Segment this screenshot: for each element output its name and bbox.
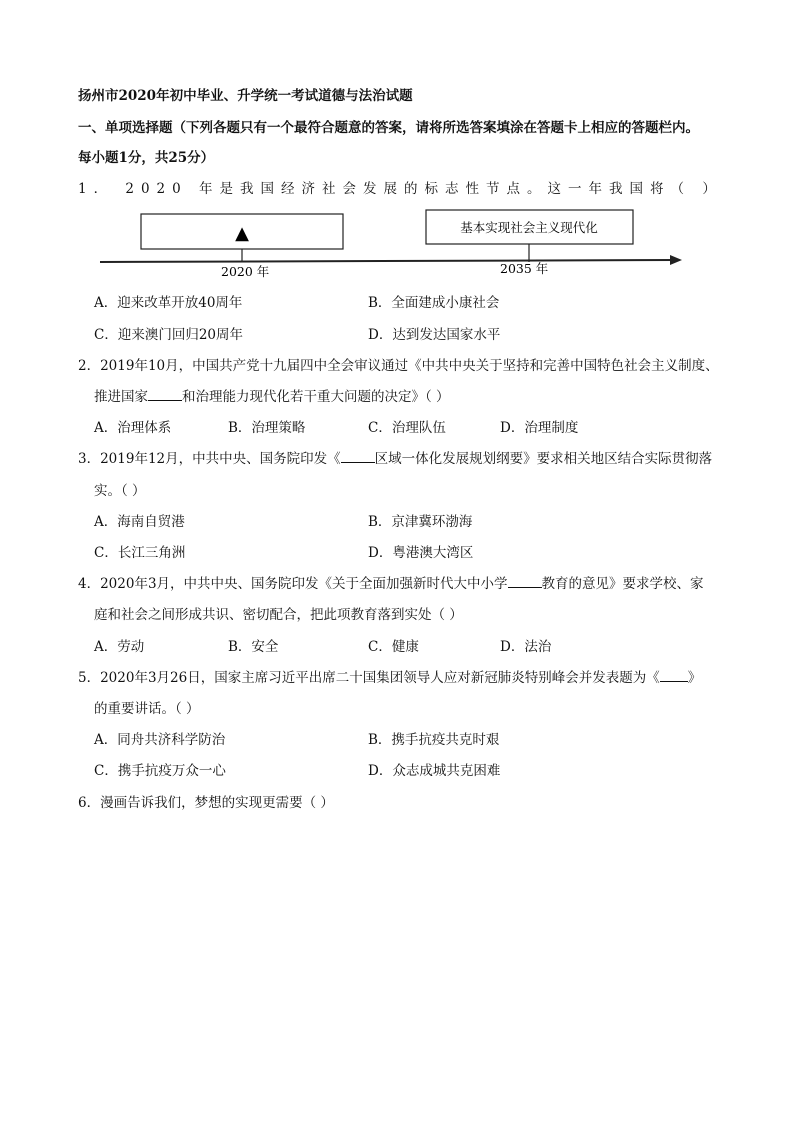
q3-option-d: D．粤港澳大湾区 — [368, 545, 474, 561]
q2-option-d: D．治理制度 — [500, 420, 579, 436]
q2-option-a: A．治理体系 — [94, 420, 172, 436]
q1-option-d: D．达到发达国家水平 — [368, 327, 501, 343]
q5-option-d: D．众志成城共克困难 — [368, 763, 501, 779]
q3-answer-blank — [341, 450, 375, 463]
section-heading-cont: 每小题1分，共25分） — [78, 150, 215, 166]
q1-option-b: B．全面建成小康社会 — [368, 295, 500, 311]
triangle-placeholder: ▲ — [235, 223, 249, 244]
q3-stem-line1-end: 区域一体化发展规划纲要》要求相关地区结合实际贯彻落 — [374, 451, 713, 467]
q6-stem: 6．漫画告诉我们，梦想的实现更需要（ ） — [78, 795, 334, 811]
q5-option-b: B．携手抗疫共克时艰 — [368, 732, 500, 748]
timeline-year-2020: 2020 年 — [221, 264, 270, 279]
exam-title: 扬州市2020年初中毕业、升学统一考试道德与法治试题 — [78, 88, 413, 104]
section-heading: 一、单项选择题（下列各题只有一个最符合题意的答案，请将所选答案填涂在答题卡上相应的答题栏内。 — [78, 120, 699, 136]
q3-stem-line2: 实。（ ） — [94, 483, 146, 499]
q3-option-b: B．京津冀环渤海 — [368, 514, 473, 530]
q3-option-a: A．海南自贸港 — [94, 514, 185, 530]
q5-stem-line2: 的重要讲话。（ ） — [94, 701, 200, 717]
q2-stem-line2 — [94, 385, 450, 405]
q4-stem-line1 — [78, 572, 704, 592]
q4-option-c: C．健康 — [368, 639, 419, 655]
q5-stem-line1-end: 》 — [687, 670, 702, 686]
q1-option-c: C．迎来澳门回归20周年 — [94, 327, 244, 343]
q1-stem: 1． 2020 年是我国经济社会发展的标志性节点。这一年我国将（ ） — [78, 181, 723, 197]
q3-stem-line1-start: 3．2019年12月，中共中央、国务院印发《 — [78, 451, 341, 467]
q5-option-c: C．携手抗疫万众一心 — [94, 763, 226, 779]
q4-stem-line1-end: 教育的意见》要求学校、家 — [541, 576, 704, 592]
q2-option-c: C．治理队伍 — [368, 420, 446, 436]
q4-option-d: D．法治 — [500, 639, 552, 655]
q2-option-b: B．治理策略 — [228, 420, 306, 436]
q4-stem-line2: 庭和社会之间形成共识、密切配合，把此项教育落到实处（ ） — [94, 607, 463, 623]
q5-stem-line1-start: 5．2020年3月26日，国家主席习近平出席二十国集团领导人应对新冠肺炎特别峰会并发表题为《 — [78, 670, 660, 686]
q3-option-c: C．长江三角洲 — [94, 545, 186, 561]
q4-stem-line1-start: 4．2020年3月，中共中央、国务院印发《关于全面加强新时代大中小学 — [78, 576, 508, 592]
q1-option-a: A．迎来改革开放40周年 — [94, 295, 243, 311]
q5-stem-line1 — [78, 666, 701, 686]
q5-answer-blank — [660, 669, 688, 682]
timeline-axis — [100, 260, 675, 262]
timeline-arrowhead — [670, 255, 682, 265]
q2-stem-line2-start: 推进国家 — [94, 389, 148, 405]
q2-answer-blank — [148, 388, 182, 401]
q2-stem-line1: 2．2019年10月，中国共产党十九届四中全会审议通过《中共中央关于坚持和完善中国特色社会主义制度、 — [78, 358, 719, 374]
timeline-year-2035: 2035 年 — [500, 261, 549, 276]
q3-stem-line1 — [78, 447, 712, 467]
q5-option-a: A．同舟共济科学防治 — [94, 732, 226, 748]
q4-option-b: B．安全 — [228, 639, 279, 655]
q1-timeline-diagram — [90, 205, 690, 280]
q2-stem-line2-end: 和治理能力现代化若干重大问题的决定》（ ） — [182, 389, 450, 405]
q4-option-a: A．劳动 — [94, 639, 145, 655]
timeline-right-label: 基本实现社会主义现代化 — [460, 220, 598, 235]
q4-answer-blank — [508, 575, 542, 588]
